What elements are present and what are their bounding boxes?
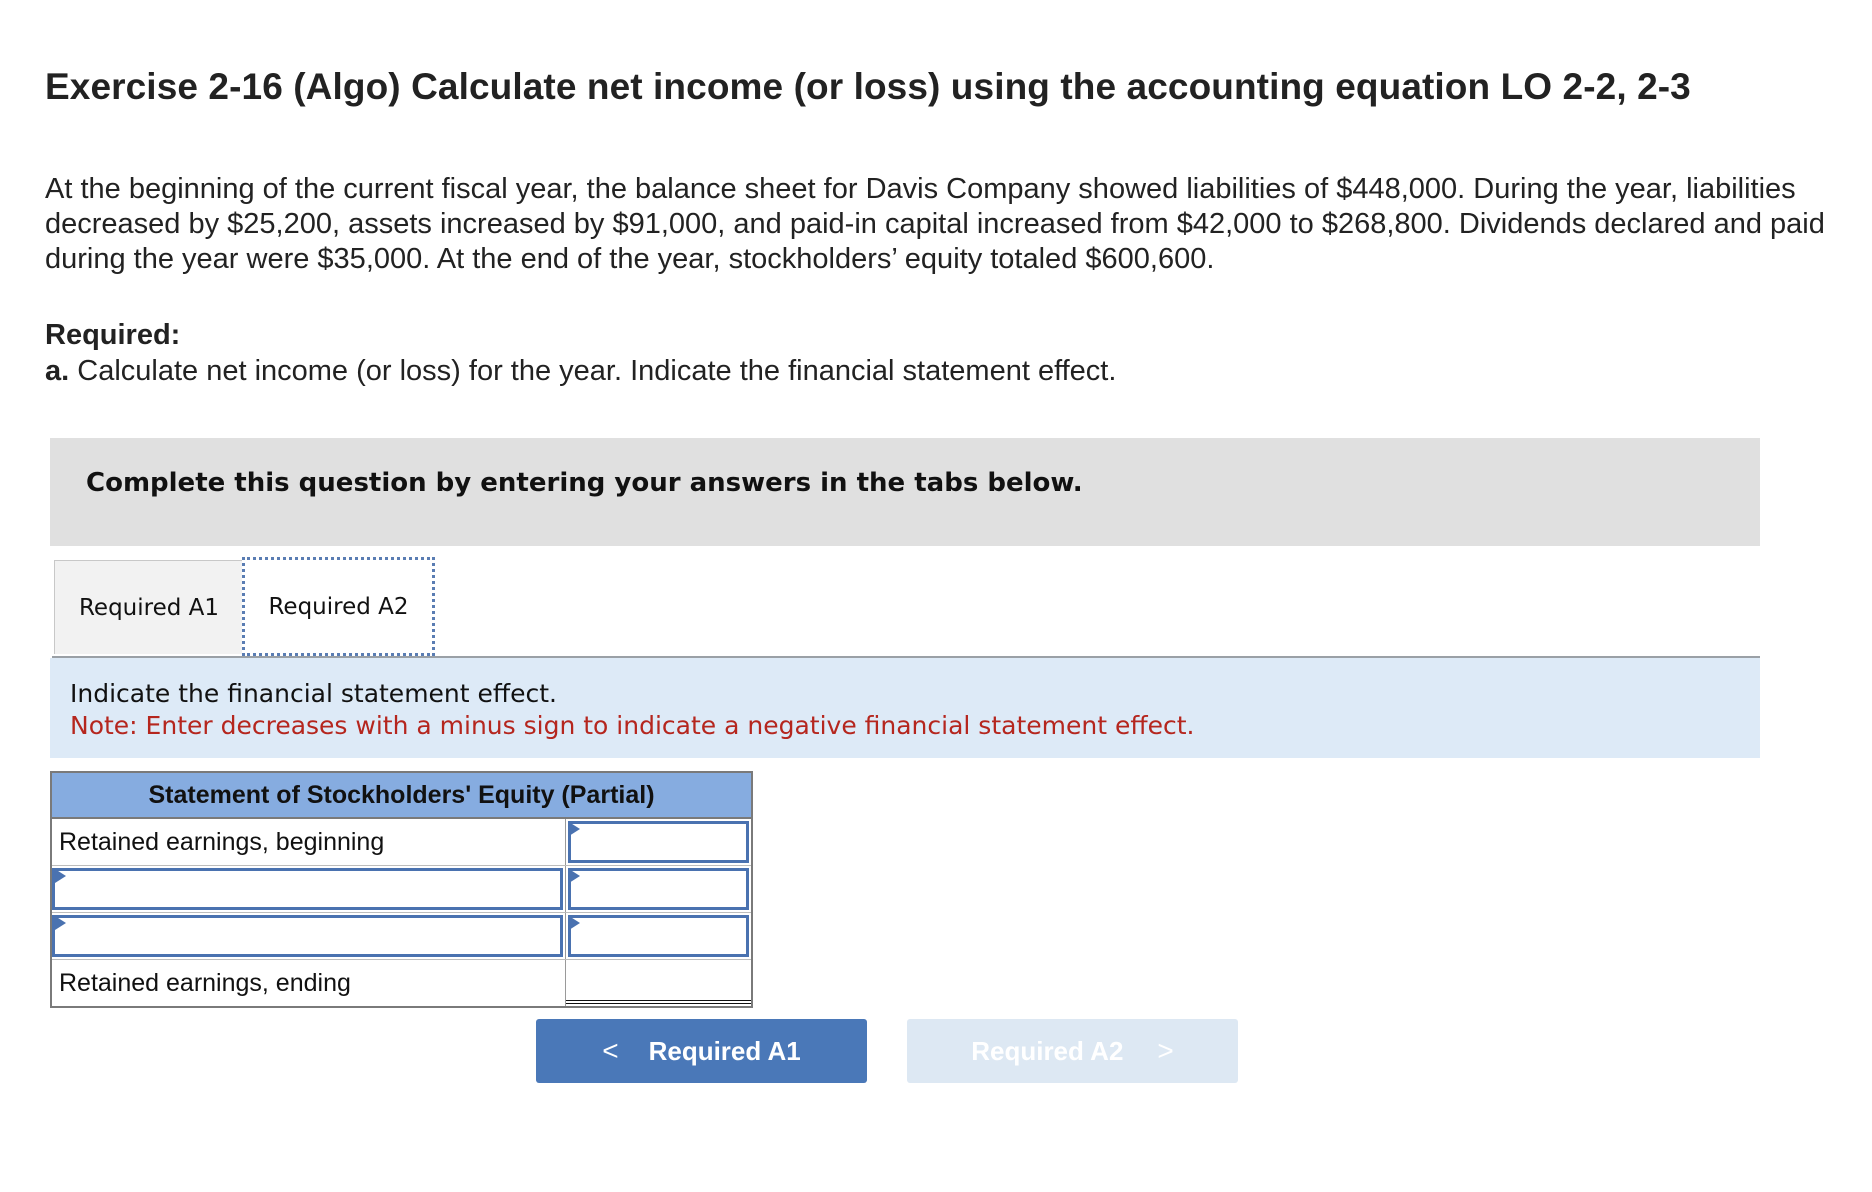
amount-cell — [566, 960, 751, 1006]
required-a-text: Calculate net income (or loss) for the year. Indicate the financial statement effect. — [69, 355, 1117, 387]
table-row — [52, 960, 751, 1006]
row-label-cell — [52, 913, 566, 959]
table-row — [52, 866, 751, 913]
dropdown-marker-icon — [55, 916, 66, 930]
dropdown-marker-icon — [569, 869, 580, 883]
amount-cell — [566, 913, 751, 959]
dropdown-marker-icon — [569, 916, 580, 930]
dropdown-marker-icon — [569, 822, 580, 836]
instructions-banner: Complete this question by entering your answers in the tabs below. — [50, 438, 1760, 546]
line-item-amount-input-1[interactable] — [568, 868, 749, 910]
next-tab-button[interactable] — [907, 1019, 1238, 1083]
table-row — [52, 819, 751, 866]
dropdown-marker-icon — [55, 869, 66, 883]
amount-cell — [566, 819, 751, 865]
table-row — [52, 913, 751, 960]
retained-earnings-ending-value — [566, 960, 751, 1004]
previous-tab-button[interactable] — [536, 1019, 867, 1083]
chevron-left-icon: < — [602, 1035, 619, 1066]
tab-required-a1[interactable]: Required A1 — [54, 560, 244, 654]
retained-earnings-beginning-input[interactable] — [568, 821, 749, 863]
required-a-prefix: a. — [45, 355, 70, 387]
stockholders-equity-table — [50, 771, 753, 1008]
row-label-cell — [52, 866, 566, 912]
row-label: Retained earnings, beginning — [52, 819, 566, 865]
page-title: Exercise 2-16 (Algo) Calculate net income (or loss) using the accounting equation LO 2-2, 2-3 — [45, 66, 1691, 107]
chevron-right-icon: > — [1157, 1035, 1174, 1066]
line-item-select-2[interactable] — [52, 915, 563, 957]
row-label: Retained earnings, ending — [52, 960, 566, 1006]
required-heading: Required: — [45, 319, 181, 351]
table-header: Statement of Stockholders' Equity (Partial) — [52, 773, 751, 819]
previous-tab-label: Required A1 — [648, 1035, 801, 1066]
problem-text: At the beginning of the current fiscal year, the balance sheet for Davis Company showed liabilities of $448,000. During the year, liabilities decreased by $25,200, assets increased by $91,000, and paid-in capital increased from $42,000 to $268,800. Dividends declared and paid during the year were $35,000. At the end of the year, stockholders’ equity totaled $600,600. — [45, 173, 1825, 275]
required-a-line — [45, 355, 1116, 388]
line-item-select-1[interactable] — [52, 868, 563, 910]
next-tab-label: Required A2 — [971, 1035, 1124, 1066]
instruction-text: Indicate the financial statement effect. — [70, 679, 557, 708]
tab-bar — [52, 560, 1760, 658]
line-item-amount-input-2[interactable] — [568, 915, 749, 957]
instruction-note: Note: Enter decreases with a minus sign to indicate a negative financial statement effect. — [70, 711, 1195, 740]
amount-cell — [566, 866, 751, 912]
tab-required-a2[interactable]: Required A2 — [242, 557, 435, 656]
instruction-box — [50, 658, 1760, 758]
